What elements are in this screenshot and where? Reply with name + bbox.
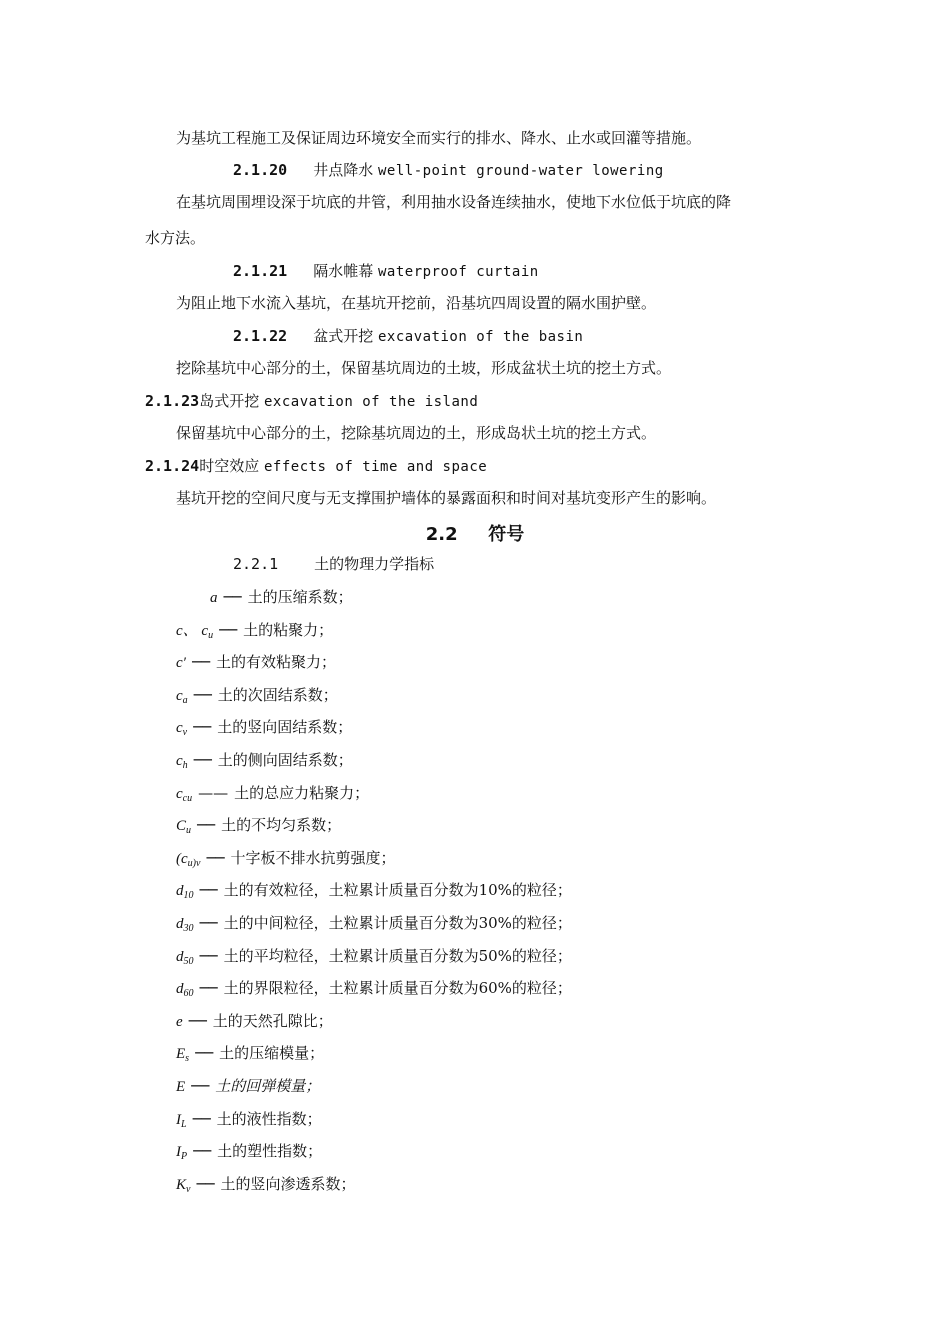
- symbol-description: 土的平均粒径，土粒累计质量百分数为50%的粒径；: [223, 947, 572, 965]
- clause-title: 隔水帷幕: [313, 262, 374, 280]
- symbol-subscript: v: [182, 727, 188, 738]
- em-dash: ──: [197, 816, 216, 834]
- symbol-row: [210, 587, 353, 608]
- symbol-row: [176, 750, 353, 776]
- symbol-description: 土的竖向固结系数；: [217, 718, 353, 736]
- symbol-description: 土的压缩系数；: [247, 588, 353, 606]
- symbol-row: [176, 1076, 320, 1097]
- em-dash: ──: [199, 881, 218, 899]
- clause-2-1-24-heading: [145, 456, 487, 477]
- symbol: c、 c: [176, 623, 209, 639]
- symbol-subscript: 60: [183, 988, 194, 999]
- symbol: c: [176, 720, 183, 736]
- symbol-subscript: s: [185, 1053, 190, 1064]
- symbol: c: [176, 786, 183, 802]
- symbol: I: [176, 1112, 181, 1128]
- symbol-description: 土的粘聚力；: [243, 621, 334, 639]
- em-dash: ──: [191, 1077, 210, 1095]
- subsection-2-2-1-heading: [233, 554, 434, 574]
- symbol: c: [176, 688, 183, 704]
- clause-english: waterproof curtain: [377, 264, 539, 280]
- clause-2-1-24-text: 基坑开挖的空间尺度与无支撑围护墙体的暴露面积和时间对基坑变形产生的影响。: [176, 489, 717, 507]
- clause-title: 岛式开挖: [199, 392, 260, 410]
- symbol-row: [176, 783, 369, 809]
- clause-2-1-22-heading: [233, 326, 583, 347]
- clause-2-1-21-text: 为阻止地下水流入基坑，在基坑开挖前，沿基坑四周设置的隔水围护壁。: [176, 294, 657, 312]
- symbol: C: [176, 818, 187, 834]
- clause-number: 2.1.24: [145, 457, 200, 475]
- clause-number: 2.1.23: [145, 392, 200, 410]
- symbol-description: 十字板不排水抗剪强度；: [230, 849, 396, 867]
- em-dash: ──: [199, 914, 218, 932]
- symbol-subscript: 10: [183, 890, 194, 901]
- symbol-row: [176, 848, 396, 874]
- symbol-row: [176, 685, 338, 711]
- symbol: a: [210, 590, 218, 606]
- em-dash: ──: [193, 718, 212, 736]
- symbol-row: [176, 946, 572, 972]
- subsection-number: 2.2.1: [233, 555, 279, 573]
- symbol-row: [176, 815, 341, 841]
- symbol-subscript: 30: [183, 923, 194, 934]
- em-dash: ——: [198, 784, 229, 802]
- symbol-description: 土的有效粘聚力；: [216, 653, 337, 671]
- clause-2-1-20-text: 在基坑周围埋设深于坑底的井管，利用抽水设备连续抽水，使地下水位低于坑底的降: [176, 193, 732, 211]
- section-heading: [0, 520, 950, 546]
- symbol-row: [176, 717, 352, 743]
- clause-2-1-22-text: 挖除基坑中心部分的土，保留基坑周边的土坡，形成盆状土坑的挖土方式。: [176, 359, 672, 377]
- symbol: c: [176, 753, 183, 769]
- symbol-subscript: v: [186, 1184, 191, 1195]
- clause-number: 2.1.21: [233, 262, 288, 280]
- em-dash: ──: [188, 1012, 207, 1030]
- symbol-subscript: u: [208, 630, 214, 641]
- symbol: (c: [176, 851, 188, 867]
- symbol-description: 土的塑性指数；: [217, 1142, 323, 1160]
- symbol-row: [176, 1109, 322, 1135]
- clause-2-1-20-text-cont: 水方法。: [145, 229, 206, 247]
- symbol-row: [176, 1043, 324, 1069]
- symbol: E: [176, 1079, 186, 1095]
- clause-number: 2.1.22: [233, 327, 288, 345]
- symbol: d: [176, 949, 184, 965]
- symbol-description: 土的中间粒径，土粒累计质量百分数为30%的粒径；: [223, 914, 572, 932]
- symbol-description: 土的侧向固结系数；: [217, 751, 353, 769]
- clause-title: 井点降水: [313, 161, 374, 179]
- em-dash: ──: [199, 947, 218, 965]
- em-dash: ──: [192, 1110, 211, 1128]
- clause-number: 2.1.20: [233, 161, 288, 179]
- symbol: e: [176, 1014, 183, 1030]
- symbol: d: [176, 916, 184, 932]
- clause-2-1-21-heading: [233, 261, 539, 282]
- symbol-description: 土的压缩模量；: [219, 1044, 325, 1062]
- em-dash: ──: [196, 1175, 215, 1193]
- section-title: 符号: [488, 524, 525, 545]
- em-dash: ──: [195, 1044, 214, 1062]
- symbol-description: 土的总应力粘聚力；: [234, 784, 370, 802]
- symbol-subscript: h: [182, 760, 188, 771]
- clause-english: effects of time and space: [263, 459, 488, 475]
- symbol-subscript: a: [182, 695, 188, 706]
- symbol-subscript: cu: [182, 793, 193, 804]
- symbol: E: [176, 1046, 186, 1062]
- clause-2-1-23-text: 保留基坑中心部分的土，挖除基坑周边的土，形成岛状土坑的挖土方式。: [176, 424, 657, 442]
- clause-title: 盆式开挖: [313, 327, 374, 345]
- clause-title: 时空效应: [199, 457, 260, 475]
- subsection-title: 土的物理力学指标: [314, 555, 435, 573]
- em-dash: ──: [219, 621, 238, 639]
- symbol: d: [176, 981, 184, 997]
- symbol: K: [176, 1177, 187, 1193]
- em-dash: ──: [199, 979, 218, 997]
- symbol-row: [176, 1141, 322, 1167]
- em-dash: ──: [193, 751, 212, 769]
- symbol-subscript: u: [186, 825, 192, 836]
- section-number: 2.2: [425, 524, 458, 545]
- symbol-description: 土的不均匀系数；: [221, 816, 342, 834]
- symbol-subscript: P: [181, 1151, 188, 1162]
- em-dash: ──: [191, 653, 211, 671]
- clause-english: excavation of the basin: [377, 329, 584, 345]
- em-dash: ──: [206, 849, 225, 867]
- symbol-row: [176, 880, 572, 906]
- clause-english: well-point ground-water lowering: [377, 163, 664, 179]
- em-dash: ──: [223, 588, 242, 606]
- symbol-row: [176, 652, 336, 673]
- paragraph-continued: 为基坑工程施工及保证周边环境安全而实行的排水、降水、止水或回灌等措施。: [176, 129, 702, 147]
- symbol: d: [176, 883, 184, 899]
- symbol-subscript: 50: [183, 956, 194, 967]
- symbol-subscript: u)v: [187, 858, 201, 869]
- symbol-description: 土的天然孔隙比；: [212, 1012, 333, 1030]
- symbol: I: [176, 1144, 181, 1160]
- symbol-description: 土的次固结系数；: [217, 686, 338, 704]
- symbol: c′: [176, 655, 186, 671]
- em-dash: ──: [193, 1142, 212, 1160]
- symbol-subscript: L: [181, 1119, 187, 1130]
- symbol-row: [176, 978, 572, 1004]
- symbol-row: [176, 1011, 333, 1032]
- em-dash: ──: [193, 686, 212, 704]
- symbol-description: 土的竖向渗透系数；: [220, 1175, 356, 1193]
- symbol-description: 土的回弹模量；: [215, 1077, 321, 1095]
- symbol-description: 土的液性指数；: [216, 1110, 322, 1128]
- clause-2-1-23-heading: [145, 391, 478, 412]
- symbol-row: [176, 913, 572, 939]
- clause-2-1-20-heading: [233, 160, 664, 181]
- symbol-row: [176, 620, 333, 646]
- clause-english: excavation of the island: [263, 394, 479, 410]
- symbol-description: 土的界限粒径，土粒累计质量百分数为60%的粒径；: [223, 979, 572, 997]
- symbol-row: [176, 1174, 356, 1200]
- symbol-description: 土的有效粒径，土粒累计质量百分数为10%的粒径；: [223, 881, 572, 899]
